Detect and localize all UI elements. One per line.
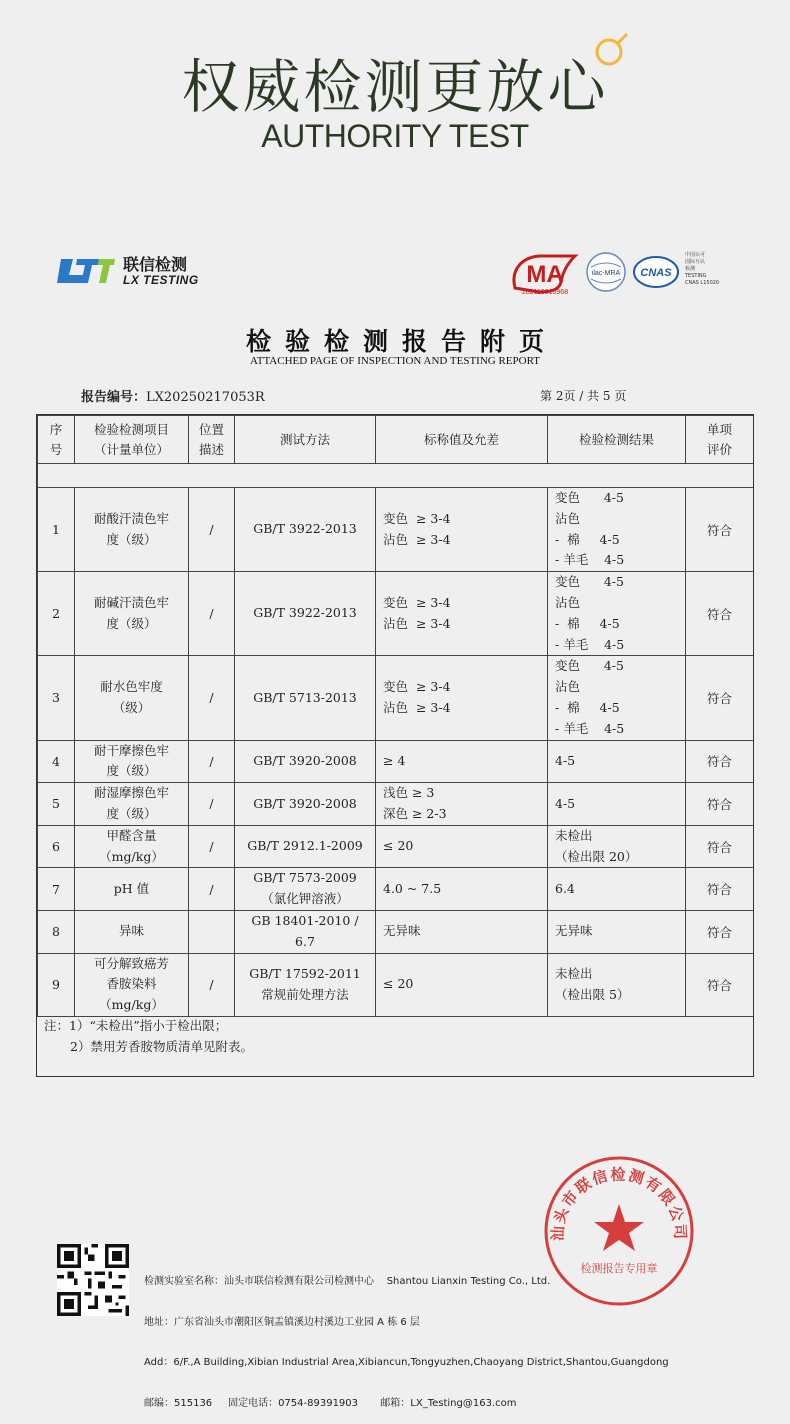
table-row (38, 953, 754, 1016)
cell-method: GB/T 3922-2013 (235, 488, 376, 572)
cell-result: 4-5 (548, 740, 686, 783)
page-info: 第 2页 / 共 5 页 (540, 389, 627, 403)
cell-seq: 5 (38, 783, 75, 826)
cell-seq: 6 (38, 825, 75, 868)
company-logo (55, 255, 199, 289)
header-seq: 序 号 (38, 416, 75, 464)
table-notes (44, 1015, 253, 1057)
svg-text:检测报告专用章: 检测报告专用章 (580, 1262, 658, 1275)
report-title-en: ATTACHED PAGE OF INSPECTION AND TESTING REPORT (250, 355, 540, 367)
cell-method: GB/T 17592-2011 常规前处理方法 (235, 953, 376, 1016)
cell-method: GB/T 2912.1-2009 (235, 825, 376, 868)
cell-method: GB/T 3920-2008 (235, 783, 376, 826)
hero-title: 权威检测更放心 (181, 53, 609, 121)
cell-method: GB/T 5713-2013 (235, 656, 376, 740)
logo-cn-text: 联信检测 (123, 255, 188, 275)
cnas-text: CNAS (640, 267, 672, 279)
header-result: 检验检测结果 (548, 416, 686, 464)
cell-standard: 变色 ≥ 3-4 沾色 ≥ 3-4 (376, 572, 548, 656)
header-judgement: 单项 评价 (686, 416, 754, 464)
cell-position: / (189, 572, 235, 656)
footer-contact: 邮编：515136 固定电话：0754-89391903 邮箱：LX_Testing@163.com (144, 1397, 517, 1409)
report-number: 报告编号：LX20250217053R (81, 390, 265, 405)
cell-position: / (189, 488, 235, 572)
ilac-mra-icon (585, 251, 627, 293)
svg-text:汕头市联信检测有限公司: 汕头市联信检测有限公司 (548, 1165, 690, 1242)
cell-judgement: 符合 (686, 910, 754, 953)
cell-position: / (189, 740, 235, 783)
table-header-row (38, 416, 754, 464)
table-row (38, 868, 754, 911)
cell-seq: 7 (38, 868, 75, 911)
cnas-icon (632, 254, 680, 290)
footer-lab-name: 检测实验室名称：汕头市联信检测有限公司检测中心 Shantou Lianxin Testing Co., Ltd. (144, 1276, 551, 1287)
cell-position: / (189, 868, 235, 911)
cma-number: 202119015968 (521, 289, 569, 296)
cell-item: 耐碱汗渍色牢 度（级） (75, 572, 189, 656)
cell-judgement: 符合 (686, 740, 754, 783)
report-title: 检验检测报告附页 (245, 327, 558, 356)
cell-standard: 4.0 ~ 7.5 (376, 868, 548, 911)
cell-seq: 3 (38, 656, 75, 740)
cma-text: MA (526, 261, 564, 288)
table-row (38, 783, 754, 826)
decorative-circle-icon (589, 32, 629, 72)
cell-item: 耐水色牢度 （级） (75, 656, 189, 740)
cell-position: / (189, 953, 235, 1016)
lx-logo-icon (55, 257, 117, 287)
header-standard: 标称值及允差 (376, 416, 548, 464)
cell-seq: 4 (38, 740, 75, 783)
cell-seq: 9 (38, 953, 75, 1016)
cell-judgement: 符合 (686, 868, 754, 911)
cell-standard: 无异味 (376, 910, 548, 953)
cell-judgement: 符合 (686, 825, 754, 868)
cell-method: GB/T 3920-2008 (235, 740, 376, 783)
table-row (38, 572, 754, 656)
cell-item: 可分解致癌芳 香胺染料 （mg/kg） (75, 953, 189, 1016)
cell-position: / (189, 656, 235, 740)
cell-result: 变色 4-5 沾色 - 棉 4-5 - 羊毛 4-5 (548, 572, 686, 656)
cell-standard: ≤ 20 (376, 953, 548, 1016)
logo-en-text: LX TESTING (123, 273, 199, 288)
footer-address-en: Add：6/F.,A Building,Xibian Industrial Area,Xibiancun,Tongyuzhen,Chaoyang District,Shantou,Guangdong (144, 1357, 669, 1368)
footer-address-cn: 地址：广东省汕头市潮阳区铜盂镇溪边村溪边工业园 A 栋 6 层 (144, 1316, 420, 1328)
cell-seq: 2 (38, 572, 75, 656)
cell-position (189, 910, 235, 953)
header-method: 测试方法 (235, 416, 376, 464)
cell-result: 变色 4-5 沾色 - 棉 4-5 - 羊毛 4-5 (548, 656, 686, 740)
cell-item: pH 值 (75, 868, 189, 911)
cell-item: 耐湿摩擦色牢 度（级） (75, 783, 189, 826)
cell-position: / (189, 783, 235, 826)
cell-standard: ≥ 4 (376, 740, 548, 783)
cell-method: GB/T 7573-2009 （氯化钾溶液） (235, 868, 376, 911)
cell-position: / (189, 825, 235, 868)
table-row (38, 488, 754, 572)
cell-item: 耐干摩擦色牢 度（级） (75, 740, 189, 783)
cell-item: 耐酸汗渍色牢 度（级） (75, 488, 189, 572)
cell-result: 未检出 （检出限 20） (548, 825, 686, 868)
cell-result: 无异味 (548, 910, 686, 953)
table-row (38, 656, 754, 740)
cell-standard: 变色 ≥ 3-4 沾色 ≥ 3-4 (376, 656, 548, 740)
table-row (38, 740, 754, 783)
cnas-note: 中国认可 国际互认 检测 TESTING CNAS L15020 (685, 252, 720, 286)
note-1: 注：1）“未检出”指小于检出限； (44, 1018, 228, 1033)
ilac-text: ilac-MRA (591, 270, 621, 277)
cell-item: 甲醛含量 （mg/kg） (75, 825, 189, 868)
header-position: 位置 描述 (189, 416, 235, 464)
cell-judgement: 符合 (686, 572, 754, 656)
cell-seq: 1 (38, 488, 75, 572)
table-row (38, 910, 754, 953)
header-item: 检验检测项目 （计量单位） (75, 416, 189, 464)
spacer-row (38, 464, 754, 488)
hero-subtitle: AUTHORITY TEST (261, 118, 529, 154)
note-2: 2）禁用芳香胺物质清单见附表。 (70, 1039, 253, 1054)
cell-item: 异味 (75, 910, 189, 953)
results-table (37, 415, 754, 1017)
cell-method: GB/T 3922-2013 (235, 572, 376, 656)
cell-seq: 8 (38, 910, 75, 953)
cell-judgement: 符合 (686, 953, 754, 1016)
cell-judgement: 符合 (686, 783, 754, 826)
cell-method: GB 18401-2010 / 6.7 (235, 910, 376, 953)
company-seal-icon (542, 1154, 696, 1308)
cell-judgement: 符合 (686, 656, 754, 740)
cell-standard: ≤ 20 (376, 825, 548, 868)
cell-result: 6.4 (548, 868, 686, 911)
cell-judgement: 符合 (686, 488, 754, 572)
cell-result: 未检出 （检出限 5） (548, 953, 686, 1016)
cell-result: 4-5 (548, 783, 686, 826)
cell-result: 变色 4-5 沾色 - 棉 4-5 - 羊毛 4-5 (548, 488, 686, 572)
table-row (38, 825, 754, 868)
cell-standard: 浅色 ≥ 3 深色 ≥ 2-3 (376, 783, 548, 826)
cell-standard: 变色 ≥ 3-4 沾色 ≥ 3-4 (376, 488, 548, 572)
qr-code-icon (57, 1244, 129, 1316)
